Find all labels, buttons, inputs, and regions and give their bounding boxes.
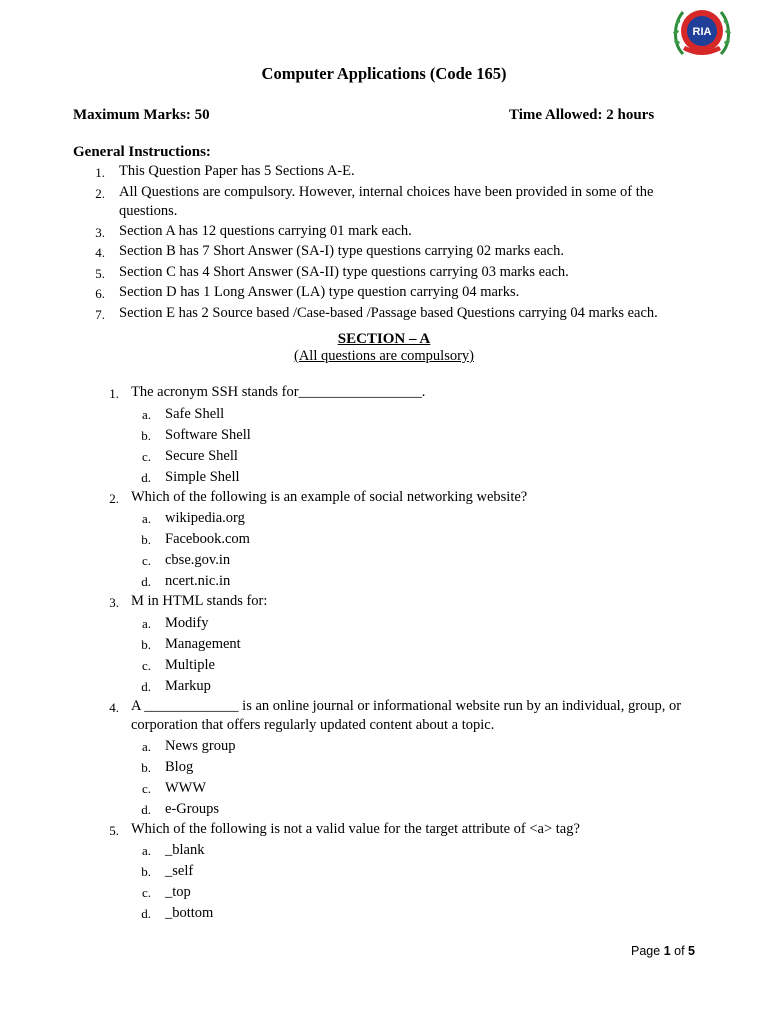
instruction-item: 7. Section E has 2 Source based /Case-based /Passage based Questions carrying 04 marks each. [95, 304, 658, 322]
school-logo [669, 4, 735, 60]
option-item: a. News group [141, 737, 236, 754]
question-text: A _____________ is an online journal or informational website run by an individual, group, or corporation that offers regularly updated content about a topic. [131, 697, 682, 733]
question-number: 2. [109, 490, 119, 506]
option-item: d. _bottom [141, 905, 214, 921]
option-item: b. Software Shell [141, 426, 251, 443]
paper-title: Computer Applications (Code 165) [261, 64, 507, 83]
section-subheading: (All questions are compulsory) [293, 348, 474, 364]
question-number: 1. [109, 386, 119, 401]
option-item: b. _self [141, 863, 194, 879]
option-item: d. Markup [141, 677, 211, 694]
time-allowed: Time Allowed: 2 hours [509, 107, 655, 123]
question-text: The acronym SSH stands for_________________. [131, 384, 426, 400]
option-item: a. _blank [141, 842, 205, 858]
question-item [90, 820, 690, 925]
question-number: 4. [109, 699, 119, 715]
option-item: b. Facebook.com [141, 531, 250, 547]
option-item: c. cbse.gov.in [141, 552, 231, 568]
option-item: a. wikipedia.org [141, 510, 245, 526]
question-item [90, 383, 690, 488]
option-item: d. e-Groups [141, 800, 219, 817]
option-item: a. Safe Shell [141, 405, 225, 422]
instructions-list [70, 162, 710, 324]
section-heading: SECTION – A [337, 331, 431, 347]
question-number: 3. [109, 595, 119, 610]
option-item: a. Modify [141, 614, 209, 631]
question-text: Which of the following is not a valid value for the target attribute of <a> tag? [131, 820, 580, 837]
question-item [90, 592, 690, 697]
svg-text:RIA: RIA [692, 26, 712, 38]
instruction-item: 4. Section B has 7 Short Answer (SA-I) type questions carrying 02 marks each. [95, 243, 564, 260]
question-number: 5. [109, 822, 119, 838]
instruction-item: 3. Section A has 12 questions carrying 01 mark each. [95, 222, 412, 240]
question-text: Which of the following is an example of social networking website? [131, 488, 528, 505]
instruction-item: 6. Section D has 1 Long Answer (LA) type question carrying 04 marks. [95, 284, 520, 301]
instruction-item: 1. This Question Paper has 5 Sections A-E. [95, 163, 355, 180]
question-text: M in HTML stands for: [131, 593, 268, 609]
question-list [90, 383, 690, 924]
option-item: b. Blog [141, 758, 194, 775]
option-item: c. Secure Shell [141, 447, 238, 464]
instruction-item: 5. Section C has 4 Short Answer (SA-II) type questions carrying 03 marks each. [95, 263, 569, 281]
question-item [90, 697, 690, 820]
instructions-heading: General Instructions: [73, 144, 211, 160]
option-item: d. Simple Shell [141, 468, 240, 485]
option-item: b. Management [141, 635, 241, 652]
option-item: c. _top [141, 884, 191, 900]
option-item: c. Multiple [141, 656, 215, 673]
option-item: c. WWW [141, 779, 207, 796]
option-item: d. ncert.nic.in [141, 573, 231, 589]
maximum-marks: Maximum Marks: 50 [73, 107, 210, 123]
question-item [90, 488, 690, 593]
page-number: Page 1 of 5 [631, 944, 695, 958]
instruction-item: 2. All Questions are compulsory. However, internal choices have been provided in some of the questions. [95, 183, 654, 219]
